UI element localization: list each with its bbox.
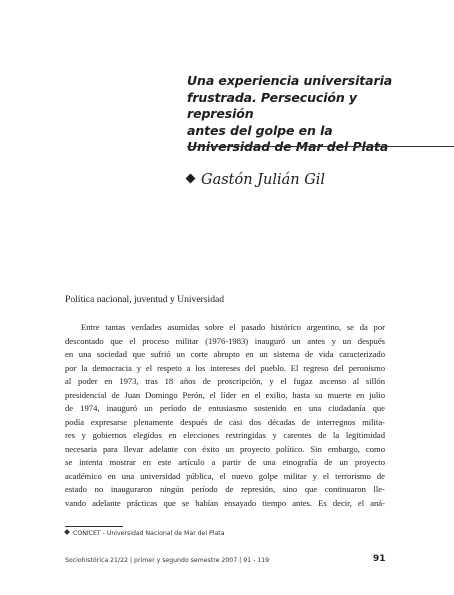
title-divider [187,146,454,147]
footnote-divider [65,526,123,527]
body-line: necesaria para llevar adelante con éxito un proyecto político. Sin embargo, como [65,443,385,454]
body-line: en una sociedad que sufrió un corte abrupto en un sistema de vida caracterizado [65,349,385,359]
body-line: presidencial de Juan Domingo Perón, el líder en el exilio, hasta su muerte en julio [65,389,385,400]
body-line: vando adelante prácticas que se habían ensayado tiempo antes. Es decir, el aná- [65,497,385,508]
article-title-line-4: Universidad de Mar del Plata [187,139,389,154]
footer-separator: | [129,557,133,564]
body-line: por la democracia y el respeto a los intereses del pueblo. El regreso del peronismo [65,362,385,373]
footnote-text: CONICET - Universidad Nacional de Mar del Plata [73,530,225,537]
author-name: Gastón Julián Gil [201,172,326,188]
page-number: 91 [373,554,386,564]
body-line: Entre tantas verdades asumidas sobre el pasado histórico argentino, se da por [81,322,385,332]
page-footer [65,557,269,564]
body-line: podía expresarse plenamente después de casi dos décadas de interregnos milita- [65,416,385,427]
issue-info: primer y segundo semestre 2007 [134,557,238,564]
footnote [65,530,225,537]
author-line [187,172,325,188]
body-line: se intenta mostrar en este artículo a partir de una etnografía de un proyecto [65,457,385,467]
body-line: descontado que el proceso militar (1976-1983) inauguró un antes y un después [65,335,385,346]
journal-name: Sociohistórica 21/22 [65,557,128,564]
body-line: estado no inauguraron ningún período de represión, sino que continuaron lle- [65,484,385,494]
article-title-line-3: antes del golpe en la [187,122,333,138]
section-heading: Política nacional, juventud y Universidad [65,294,225,305]
page-range: 91 - 119 [243,557,270,564]
article-title-block [187,73,427,156]
footer-separator: | [239,557,242,564]
body-line: de 1974, inauguró un período de entusiasmo sostenido en una ciudadanía que [65,403,385,413]
diamond-bullet-icon [64,529,70,535]
body-line: res y gobiernos elegidos en elecciones restringidas y carentes de la legitimidad [65,430,385,440]
article-title-line-1: Una experiencia universitaria [187,73,393,88]
body-line: al poder en 1973, tras 18 años de proscripción, y el fugaz ascenso al sillón [65,376,385,386]
body-line: académico en una universidad pública, el nuevo golpe militar y el terrorismo de [65,470,385,481]
article-title-line-2: frustrada. Persecución y represión [187,89,357,121]
diamond-bullet-icon [186,174,196,184]
body-paragraph [65,321,385,510]
